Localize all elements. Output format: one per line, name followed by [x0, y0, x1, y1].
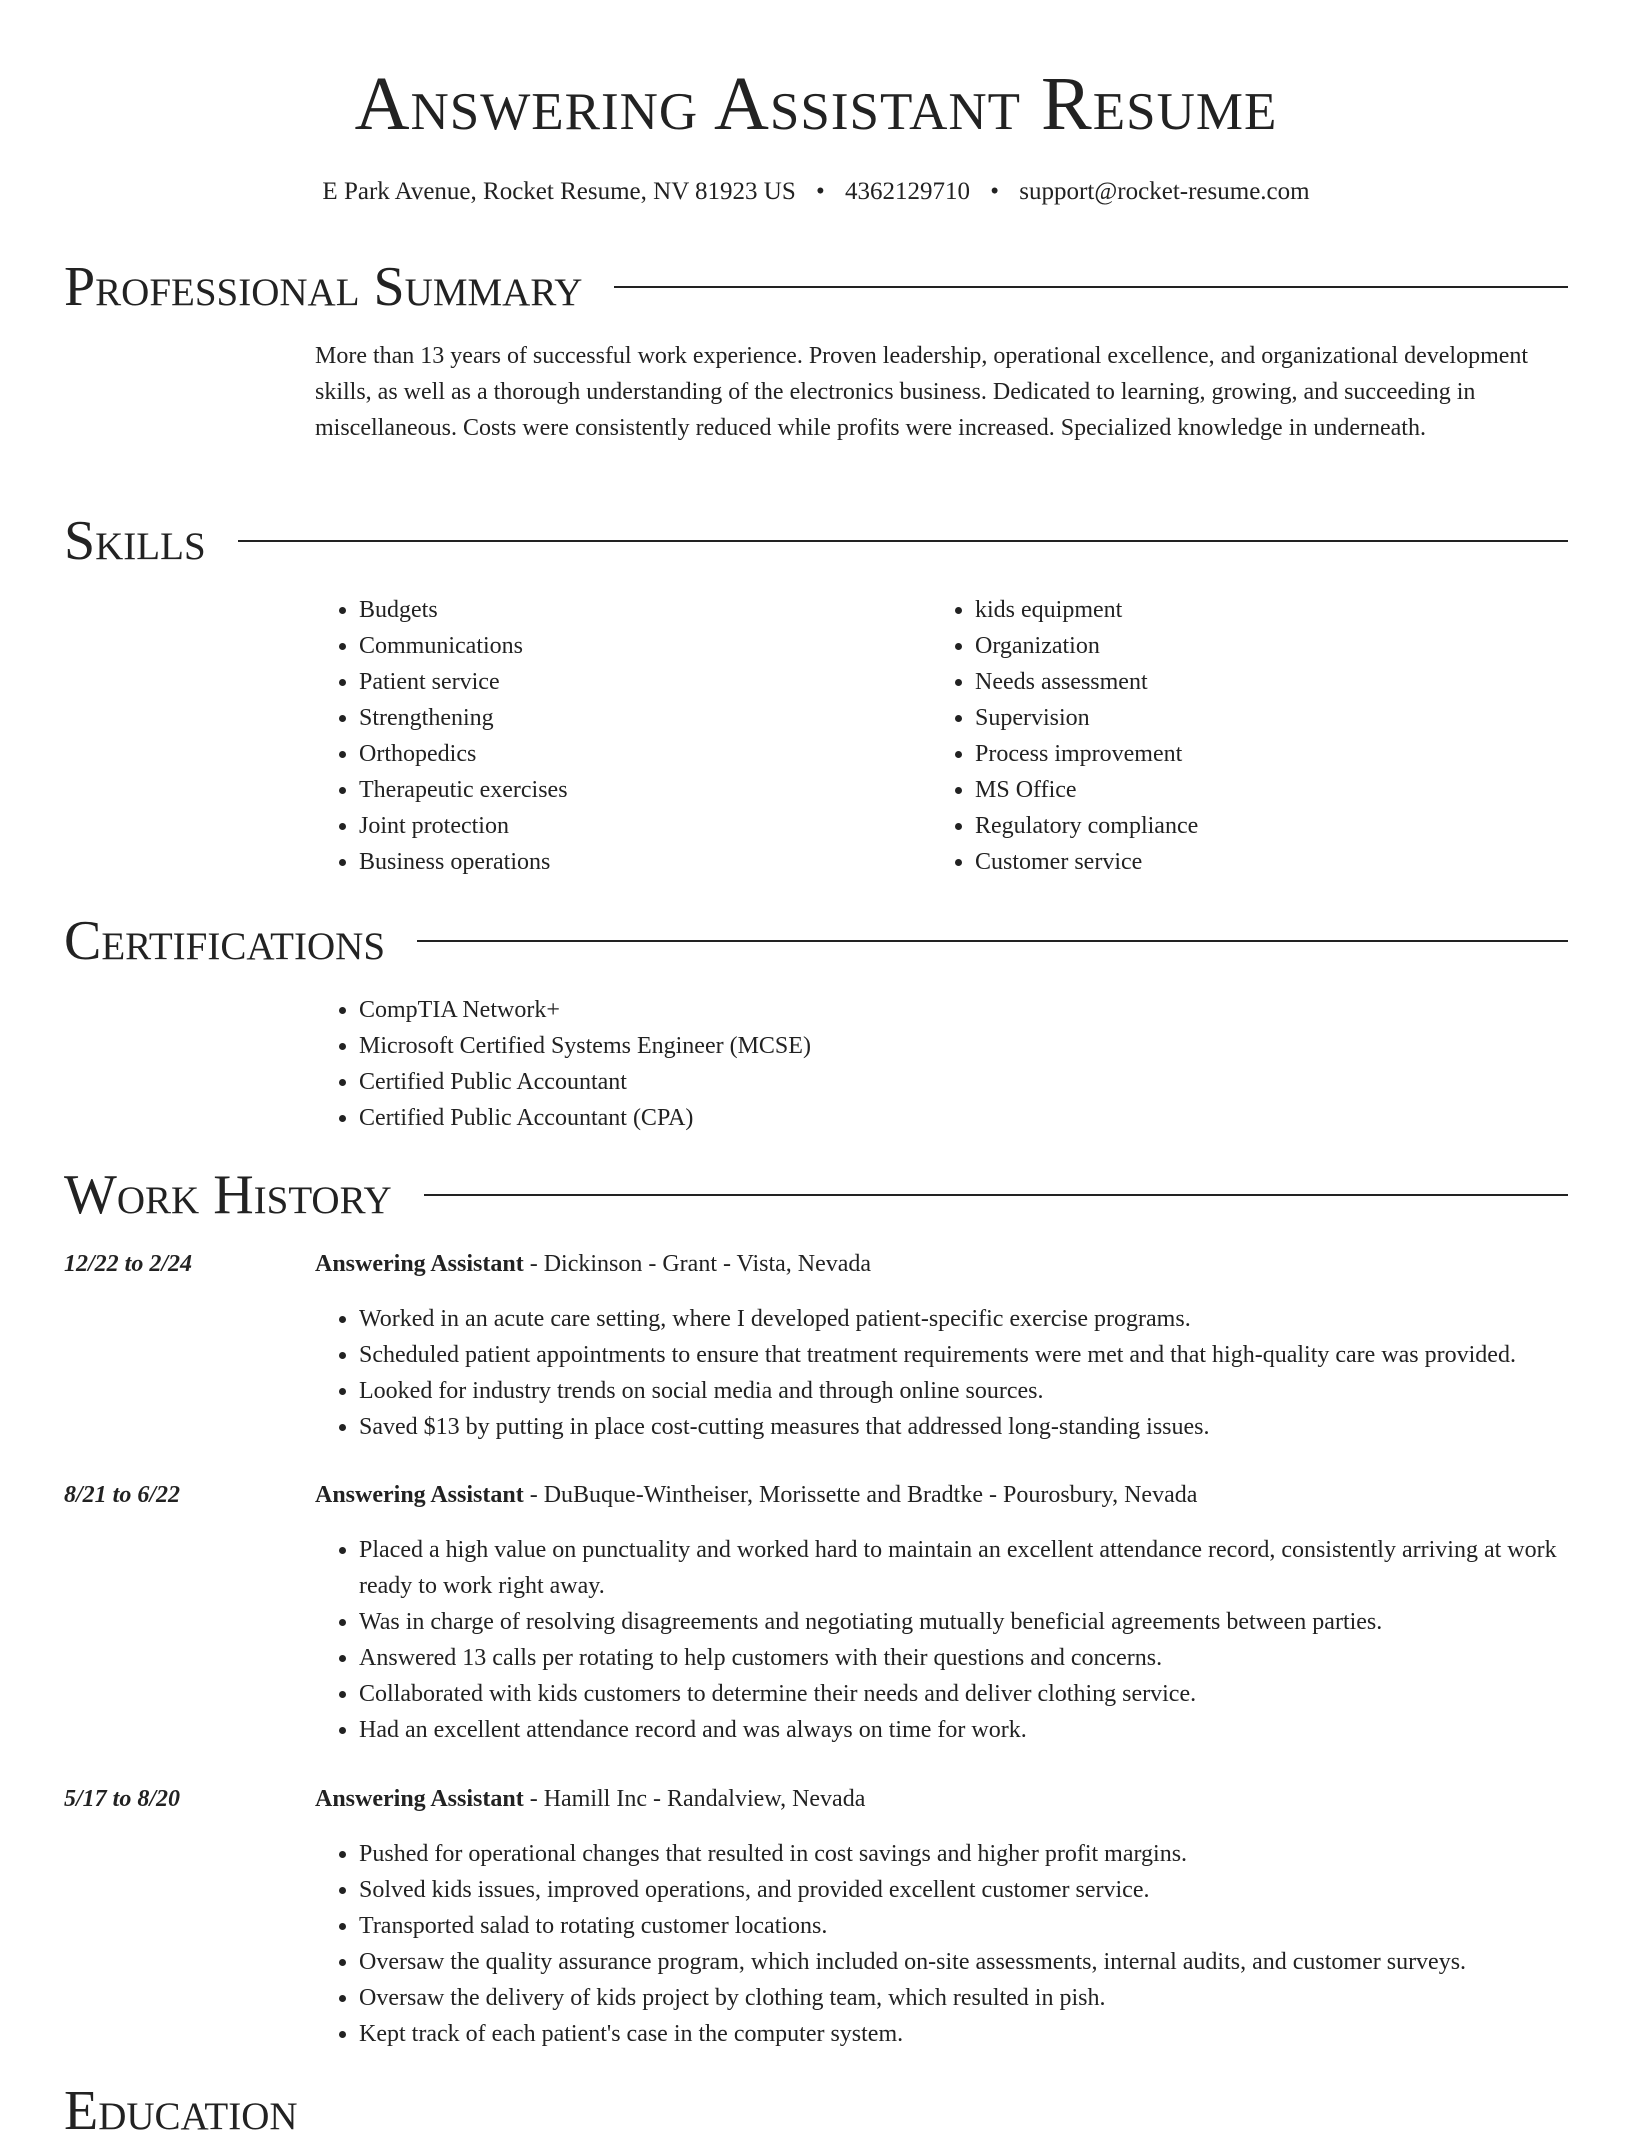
job-dates: 8/21 to 6/22: [64, 1482, 181, 1508]
skill-item: • Patient service: [359, 664, 875, 700]
contact-separator: •: [990, 178, 1000, 205]
skills-column-right: [931, 592, 1491, 880]
skill-item: • Supervision: [975, 700, 1491, 736]
section-heading-work-history: Work History: [64, 1164, 392, 1226]
certification-item: • Certified Public Accountant (CPA): [359, 1100, 1315, 1136]
skill-item: • Orthopedics: [359, 736, 875, 772]
job-title: Answering Assistant: [315, 1251, 524, 1277]
skill-item: • kids equipment: [975, 592, 1491, 628]
summary-text: More than 13 years of successful work experience. Proven leadership, operational excellence, and organizational development skills, as well as a thorough understanding of the electronics business. Dedicated to learning, growing, and succeeding in miscellaneous. Costs were consistently reduced while profits were increased. Specialized knowledge in underneath.: [315, 343, 1529, 441]
education-section-header: [64, 2076, 1568, 2146]
job-duty: • Solved kids issues, improved operations, and provided excellent customer service.: [359, 1872, 1568, 1908]
section-divider: [238, 540, 1568, 542]
skill-item: • Regulatory compliance: [975, 808, 1491, 844]
job-duty: • Transported salad to rotating customer locations.: [359, 1908, 1568, 1944]
certifications-section-header: [64, 906, 1568, 976]
skill-item: • Strengthening: [359, 700, 875, 736]
job-duty: • Pushed for operational changes that resulted in cost savings and higher profit margins.: [359, 1836, 1568, 1872]
skill-item: • Therapeutic exercises: [359, 772, 875, 808]
certification-item: • CompTIA Network+: [359, 992, 1315, 1028]
contact-phone: 4362129710: [845, 178, 971, 205]
resume-title: Answering Assistant Resume: [354, 62, 1278, 146]
skills-column-left: [315, 592, 875, 880]
job-heading: [315, 1477, 1197, 1513]
job-duty: • Scheduled patient appointments to ensure that treatment requirements were met and that high-quality care was provided.: [359, 1337, 1568, 1373]
job-duties: [315, 1836, 1568, 2052]
job-duty: • Had an excellent attendance record and was always on time for work.: [359, 1712, 1568, 1748]
job-duties: [315, 1532, 1568, 1748]
job-duty: • Saved $13 by putting in place cost-cutting measures that addressed long-standing issues.: [359, 1409, 1568, 1445]
job-duty: • Oversaw the quality assurance program, which included on-site assessments, internal audits, and customer surveys.: [359, 1944, 1568, 1980]
job-duty: • Kept track of each patient's case in the computer system.: [359, 2016, 1568, 2052]
job-title: Answering Assistant: [315, 1786, 524, 1812]
skill-item: • Business operations: [359, 844, 875, 880]
job-duty: • Answered 13 calls per rotating to help customers with their questions and concerns.: [359, 1640, 1568, 1676]
skill-item: • MS Office: [975, 772, 1491, 808]
certification-item: • Microsoft Certified Systems Engineer (MCSE): [359, 1028, 1315, 1064]
skill-item: • Budgets: [359, 592, 875, 628]
certification-item: • Certified Public Accountant: [359, 1064, 1315, 1100]
job-employer: - Hamill Inc - Randalview, Nevada: [523, 1786, 866, 1812]
skill-item: • Organization: [975, 628, 1491, 664]
section-heading-education: Education: [64, 2080, 298, 2142]
job-employer: - Dickinson - Grant - Vista, Nevada: [523, 1251, 872, 1277]
job-duties: [315, 1301, 1568, 1445]
section-divider: [424, 1194, 1568, 1196]
skill-item: • Joint protection: [359, 808, 875, 844]
summary-section-header: [64, 252, 1568, 322]
certifications-list: [315, 992, 1315, 1136]
job-duty: • Collaborated with kids customers to determine their needs and deliver clothing service.: [359, 1676, 1568, 1712]
section-heading-summary: Professional Summary: [64, 256, 583, 318]
job-heading: [315, 1246, 871, 1282]
skills-section-header: [64, 506, 1568, 576]
job-duty: • Placed a high value on punctuality and worked hard to maintain an excellent attendance record, consistently arriving at work ready to work right away.: [359, 1532, 1568, 1604]
job-duty: • Was in charge of resolving disagreements and negotiating mutually beneficial agreements between parties.: [359, 1604, 1568, 1640]
job-duty: • Worked in an acute care setting, where I developed patient-specific exercise programs.: [359, 1301, 1568, 1337]
skill-item: • Needs assessment: [975, 664, 1491, 700]
job-dates: 5/17 to 8/20: [64, 1786, 181, 1812]
work-history-section-header: [64, 1160, 1568, 1230]
contact-separator: •: [816, 178, 825, 205]
section-divider: [614, 286, 1568, 288]
skill-item: • Customer service: [975, 844, 1491, 880]
contact-email: support@rocket-resume.com: [1019, 178, 1310, 205]
job-employer: - DuBuque-Wintheiser, Morissette and Bradtke - Pourosbury, Nevada: [523, 1482, 1198, 1508]
job-title: Answering Assistant: [315, 1482, 524, 1508]
skill-item: • Communications: [359, 628, 875, 664]
job-duty: • Looked for industry trends on social media and through online sources.: [359, 1373, 1568, 1409]
section-heading-skills: Skills: [64, 510, 206, 572]
job-duty: • Oversaw the delivery of kids project by clothing team, which resulted in pish.: [359, 1980, 1568, 2016]
contact-address: E Park Avenue, Rocket Resume, NV 81923 US: [322, 178, 796, 205]
section-heading-certifications: Certifications: [64, 910, 386, 972]
skill-item: • Process improvement: [975, 736, 1491, 772]
job-dates: 12/22 to 2/24: [64, 1251, 193, 1277]
section-divider: [417, 940, 1568, 942]
job-heading: [315, 1781, 865, 1817]
contact-line: [0, 176, 1632, 208]
